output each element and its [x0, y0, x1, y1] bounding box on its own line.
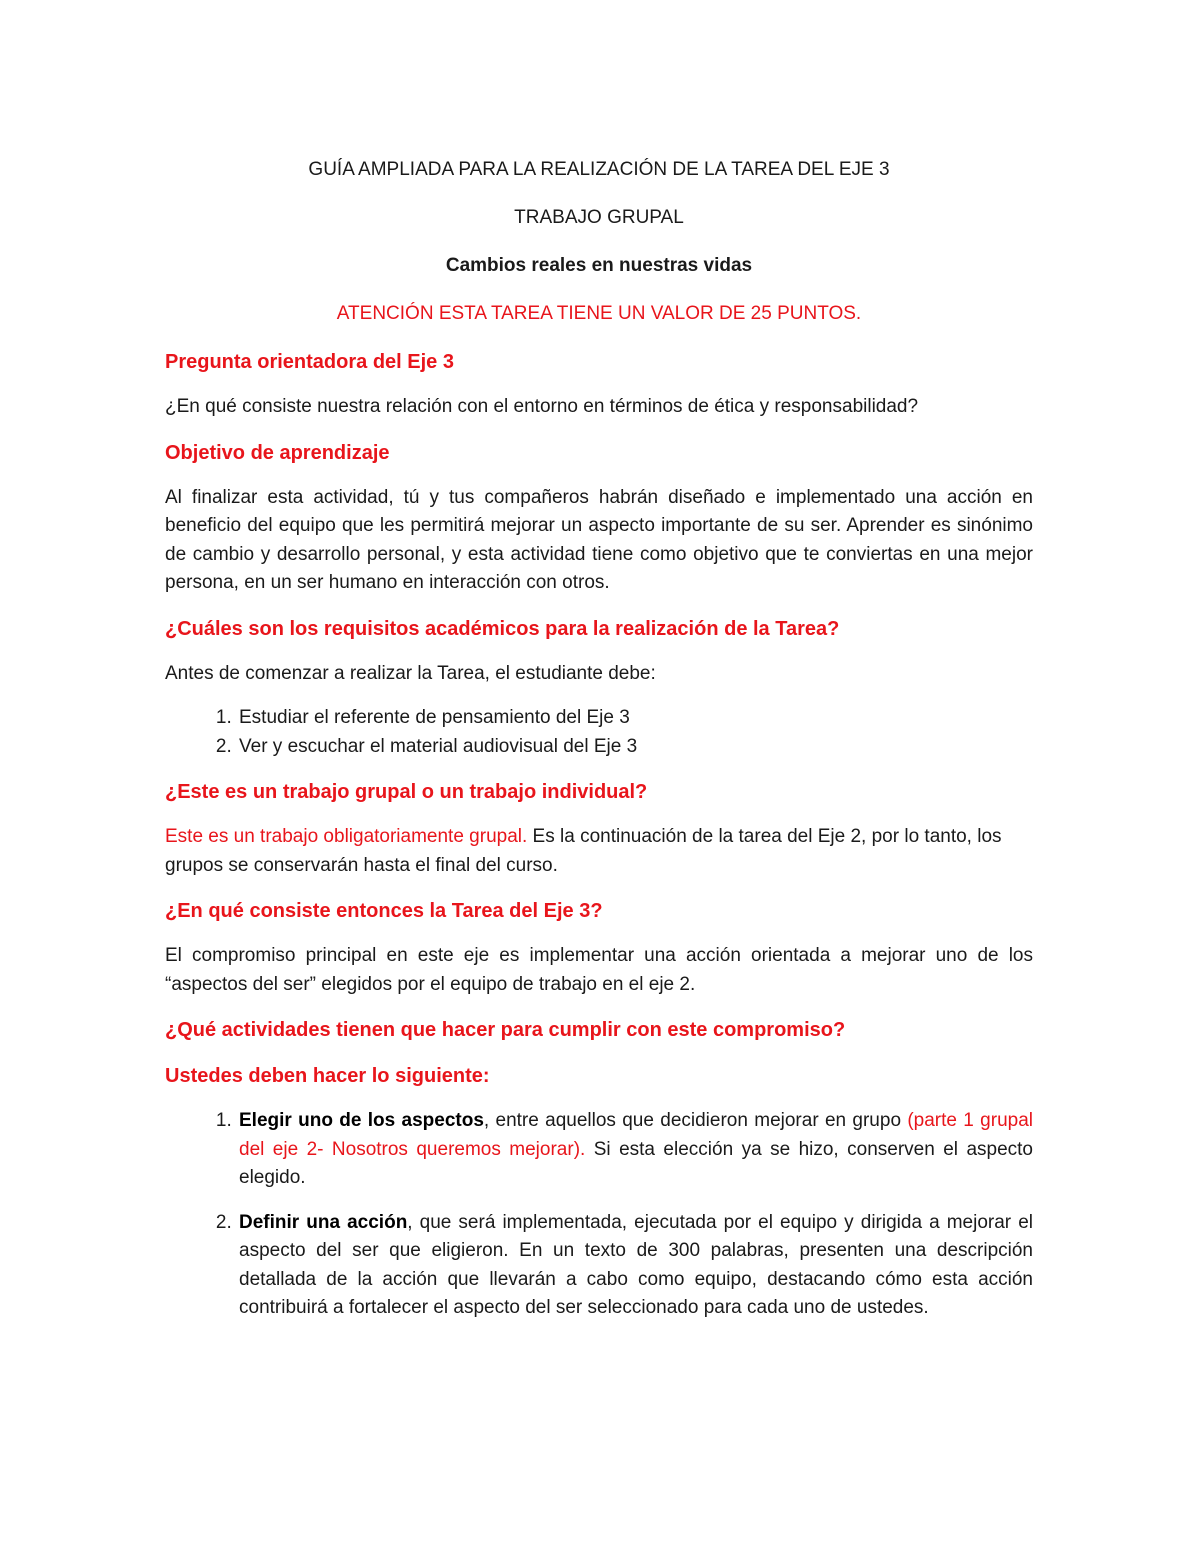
activity-1-text2: Si esta elección ya se hizo, conserven el aspecto elegido.: [239, 1138, 1033, 1188]
activity-1-bold: Elegir uno de los aspectos: [239, 1110, 484, 1131]
activities-heading: ¿Qué actividades tienen que hacer para cumplir con este compromiso?: [165, 1019, 846, 1041]
task-text: El compromiso principal en este eje es implementar una acción orientada a mejorar uno de los “aspectos del ser” elegidos por el equipo de trabajo en el eje 2.: [165, 945, 1033, 995]
objective-heading: Objetivo de aprendizaje: [165, 441, 390, 464]
points-warning: ATENCIÓN ESTA TAREA TIENE UN VALOR DE 25 PUNTOS.: [336, 303, 862, 324]
task-heading: ¿En qué consiste entonces la Tarea del Eje 3?: [165, 900, 603, 922]
requirements-list: [165, 704, 1033, 761]
list-item: 2. Ver y escuchar el material audiovisual del Eje 3: [237, 733, 1033, 762]
activity-1-text: , entre aquellos que decidieron mejorar en grupo: [483, 1110, 908, 1131]
document-subtitle: TRABAJO GRUPAL: [514, 207, 684, 228]
document-title: GUÍA AMPLIADA PARA LA REALIZACIÓN DE LA TAREA DEL EJE 3: [308, 159, 890, 180]
group-work-paragraph: [165, 823, 1033, 880]
guiding-question-heading: Pregunta orientadora del Eje 3: [165, 351, 454, 373]
objective-text: Al finalizar esta actividad, tú y tus compañeros habrán diseñado e implementado una acción en beneficio del equipo que les permitirá mejorar un aspecto importante de su ser. Aprender es sinónimo de cambio y desarrollo personal, y esta actividad tiene como objetivo que te conviertas en una mejor persona, en un ser humano en interacción con otros.: [165, 486, 1033, 593]
requirements-heading: ¿Cuáles son los requisitos académicos para la realización de la Tarea?: [165, 617, 840, 640]
group-work-red-text: Este es un trabajo obligatoriamente grupal.: [165, 826, 528, 847]
document-content: [165, 155, 1033, 1339]
activities-subheading: Ustedes deben hacer lo siguiente:: [165, 1065, 490, 1087]
list-item: 1. Estudiar el referente de pensamiento del Eje 3: [237, 704, 1033, 733]
activities-list: [165, 1107, 1033, 1323]
guiding-question-text: ¿En qué consiste nuestra relación con el entorno en términos de ética y responsabilidad?: [165, 396, 919, 417]
list-item: [237, 1209, 1033, 1323]
requirements-intro: Antes de comenzar a realizar la Tarea, el estudiante debe:: [165, 662, 656, 684]
group-work-heading: ¿Este es un trabajo grupal o un trabajo individual?: [165, 781, 648, 803]
activity-2-text: , que será implementada, ejecutada por el equipo y dirigida a mejorar el aspecto del ser que eligieron. En un texto de 300 palabras, presenten una descripción detallada de la acción que llevarán a cabo como equipo, destacando cómo esta acción contribuirá a fortalecer el aspecto del ser seleccionado para cada uno de ustedes.: [239, 1211, 1033, 1318]
activity-1-red: (parte 1 grupal del eje 2- Nosotros queremos mejorar).: [239, 1110, 1034, 1160]
document-topic: Cambios reales en nuestras vidas: [445, 255, 753, 276]
activity-2-bold: Definir una acción: [239, 1211, 408, 1233]
list-item: [237, 1107, 1033, 1193]
group-work-text: Es la continuación de la tarea del Eje 2, por lo tanto, los grupos se conservarán hasta el final del curso.: [165, 826, 1002, 876]
